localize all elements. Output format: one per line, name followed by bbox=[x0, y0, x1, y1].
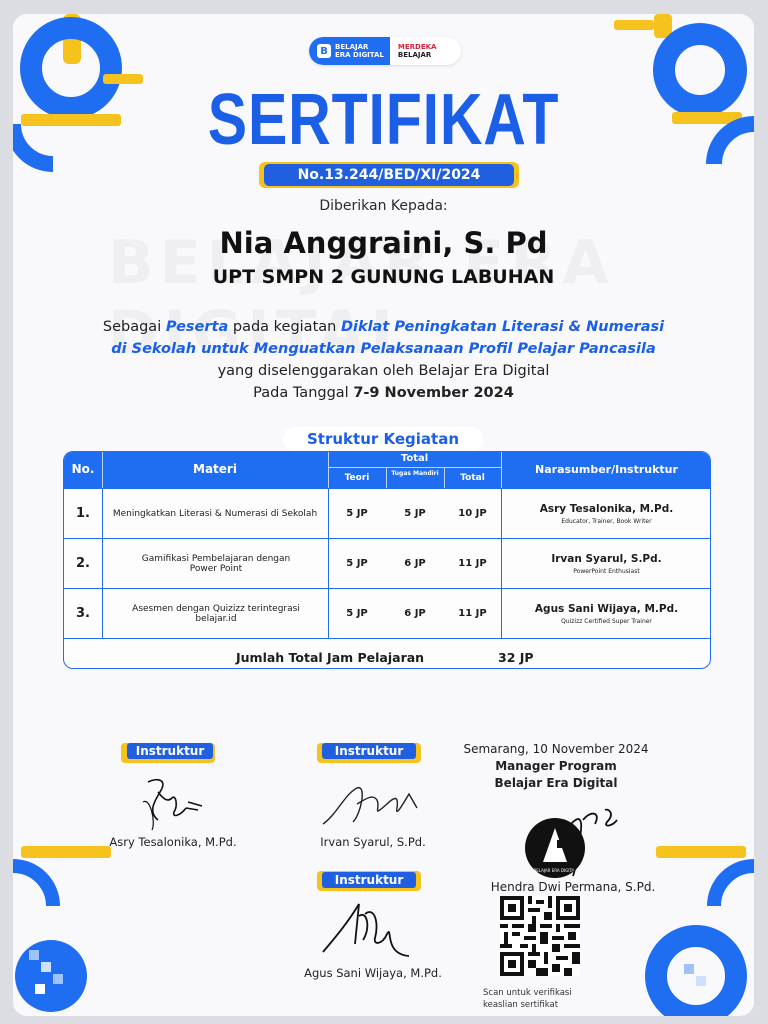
certificate bbox=[13, 14, 754, 1016]
row-total: 11 JP bbox=[458, 608, 487, 619]
row-narasumber: Asry Tesalonika, M.Pd. bbox=[539, 502, 674, 515]
brand-logo bbox=[309, 37, 461, 65]
row-no: 1. bbox=[76, 506, 90, 521]
header-no: No. bbox=[71, 462, 95, 476]
recipient-name: Nia Anggraini, S. Pd bbox=[219, 226, 548, 260]
partner-line2: BELAJAR bbox=[397, 51, 432, 59]
row-tugas: 6 JP bbox=[404, 608, 426, 619]
recipient-school: UPT SMPN 2 GUNUNG LABUHAN bbox=[212, 266, 555, 288]
header-narasumber: Narasumber/Instruktur bbox=[535, 463, 678, 476]
table-header bbox=[64, 452, 710, 488]
total-value: 32 JP bbox=[498, 650, 534, 665]
signature-2-icon bbox=[317, 774, 427, 834]
row-materi: Meningkatkan Literasi & Numerasi di Sekolah bbox=[112, 508, 318, 519]
header-tugas: Tugas Mandiri bbox=[391, 470, 439, 477]
scan-line2: keaslian sertifikat bbox=[483, 1000, 559, 1010]
row-role: Quizizz Certified Super Trainer bbox=[561, 617, 652, 625]
row-role: PowerPoint Enthusiast bbox=[573, 567, 640, 575]
desc-role: Peserta bbox=[165, 319, 229, 335]
table-row bbox=[64, 588, 710, 638]
header-materi: Materi bbox=[193, 462, 237, 476]
certificate-number: No.13.244/BED/XI/2024 bbox=[264, 164, 514, 186]
manager-block bbox=[443, 741, 669, 792]
row-total: 11 JP bbox=[458, 558, 487, 569]
row-role: Educator, Trainer, Book Writer bbox=[561, 517, 652, 525]
brand-line1: BELAJAR bbox=[335, 43, 369, 51]
manager-title2: Belajar Era Digital bbox=[494, 776, 618, 790]
instructor-1-name: Asry Tesalonika, M.Pd. bbox=[109, 835, 237, 849]
desc-part1: Sebagai bbox=[102, 319, 166, 335]
manager-stamp-icon bbox=[521, 800, 651, 880]
row-teori: 5 JP bbox=[346, 558, 368, 569]
row-narasumber: Agus Sani Wijaya, M.Pd. bbox=[534, 602, 679, 615]
desc-date: 7-9 November 2024 bbox=[353, 385, 514, 401]
manager-name: Hendra Dwi Permana, S.Pd. bbox=[490, 880, 656, 894]
given-to-label: Diberikan Kepada: bbox=[319, 198, 448, 214]
bottom-left-decoration-icon bbox=[13, 846, 133, 1016]
place-date: Semarang, 10 November 2024 bbox=[463, 742, 649, 756]
manager-title1: Manager Program bbox=[495, 759, 617, 773]
total-label: Jumlah Total Jam Pelajaran bbox=[236, 650, 425, 665]
table-row bbox=[64, 538, 710, 588]
row-teori: 5 JP bbox=[346, 608, 368, 619]
row-tugas: 6 JP bbox=[404, 558, 426, 569]
desc-event-line2: di Sekolah untuk Menguatkan Pelaksanaan Profil Pelajar Pancasila bbox=[111, 341, 656, 357]
instructor-badge: Instruktur bbox=[127, 743, 213, 759]
row-narasumber: Irvan Syarul, S.Pd. bbox=[551, 552, 662, 565]
row-total: 10 JP bbox=[458, 508, 487, 519]
scan-line1: Scan untuk verifikasi bbox=[483, 988, 572, 998]
row-no: 3. bbox=[76, 606, 90, 621]
structure-title: Struktur Kegiatan bbox=[283, 427, 483, 451]
instructor-3-name: Agus Sani Wijaya, M.Pd. bbox=[304, 966, 442, 980]
instructor-2-name: Irvan Syarul, S.Pd. bbox=[320, 835, 426, 849]
row-teori: 5 JP bbox=[346, 508, 368, 519]
description bbox=[43, 316, 724, 404]
signature-3-icon bbox=[313, 894, 423, 964]
brand-line2: ERA DIGITAL bbox=[335, 51, 384, 59]
instructor-badge: Instruktur bbox=[322, 743, 416, 759]
row-materi: Asesmen dengan Quizizz terintegrasi belajar.id bbox=[132, 603, 300, 624]
desc-organizer: yang diselenggarakan oleh Belajar Era Digital bbox=[217, 363, 550, 379]
header-total: Total bbox=[460, 473, 485, 483]
certificate-title: SERTIFIKAT bbox=[207, 80, 560, 160]
row-no: 2. bbox=[76, 556, 90, 571]
signature-1-icon bbox=[128, 772, 218, 832]
desc-event-line1: Diklat Peningkatan Literasi & Numerasi bbox=[340, 319, 665, 335]
brand-b-icon: B bbox=[317, 44, 331, 58]
header-total-group: Total bbox=[400, 453, 429, 464]
instructor-badge: Instruktur bbox=[322, 872, 416, 888]
desc-date-prefix: Pada Tanggal bbox=[253, 385, 354, 401]
table-row bbox=[64, 488, 710, 538]
stamp-text: BELAJAR ERA DIGITAL bbox=[533, 868, 577, 873]
header-teori: Teori bbox=[344, 473, 370, 483]
partner-line1: MERDEKA bbox=[397, 43, 437, 51]
structure-table bbox=[63, 451, 711, 669]
scan-note bbox=[483, 987, 572, 1011]
bottom-right-decoration-icon bbox=[634, 846, 754, 1016]
desc-part2: pada kegiatan bbox=[228, 319, 341, 335]
row-materi: Gamifikasi Pembelajaran dengan Power Point bbox=[141, 553, 291, 574]
verification-qr-code-icon[interactable] bbox=[500, 896, 580, 976]
row-tugas: 5 JP bbox=[404, 508, 426, 519]
